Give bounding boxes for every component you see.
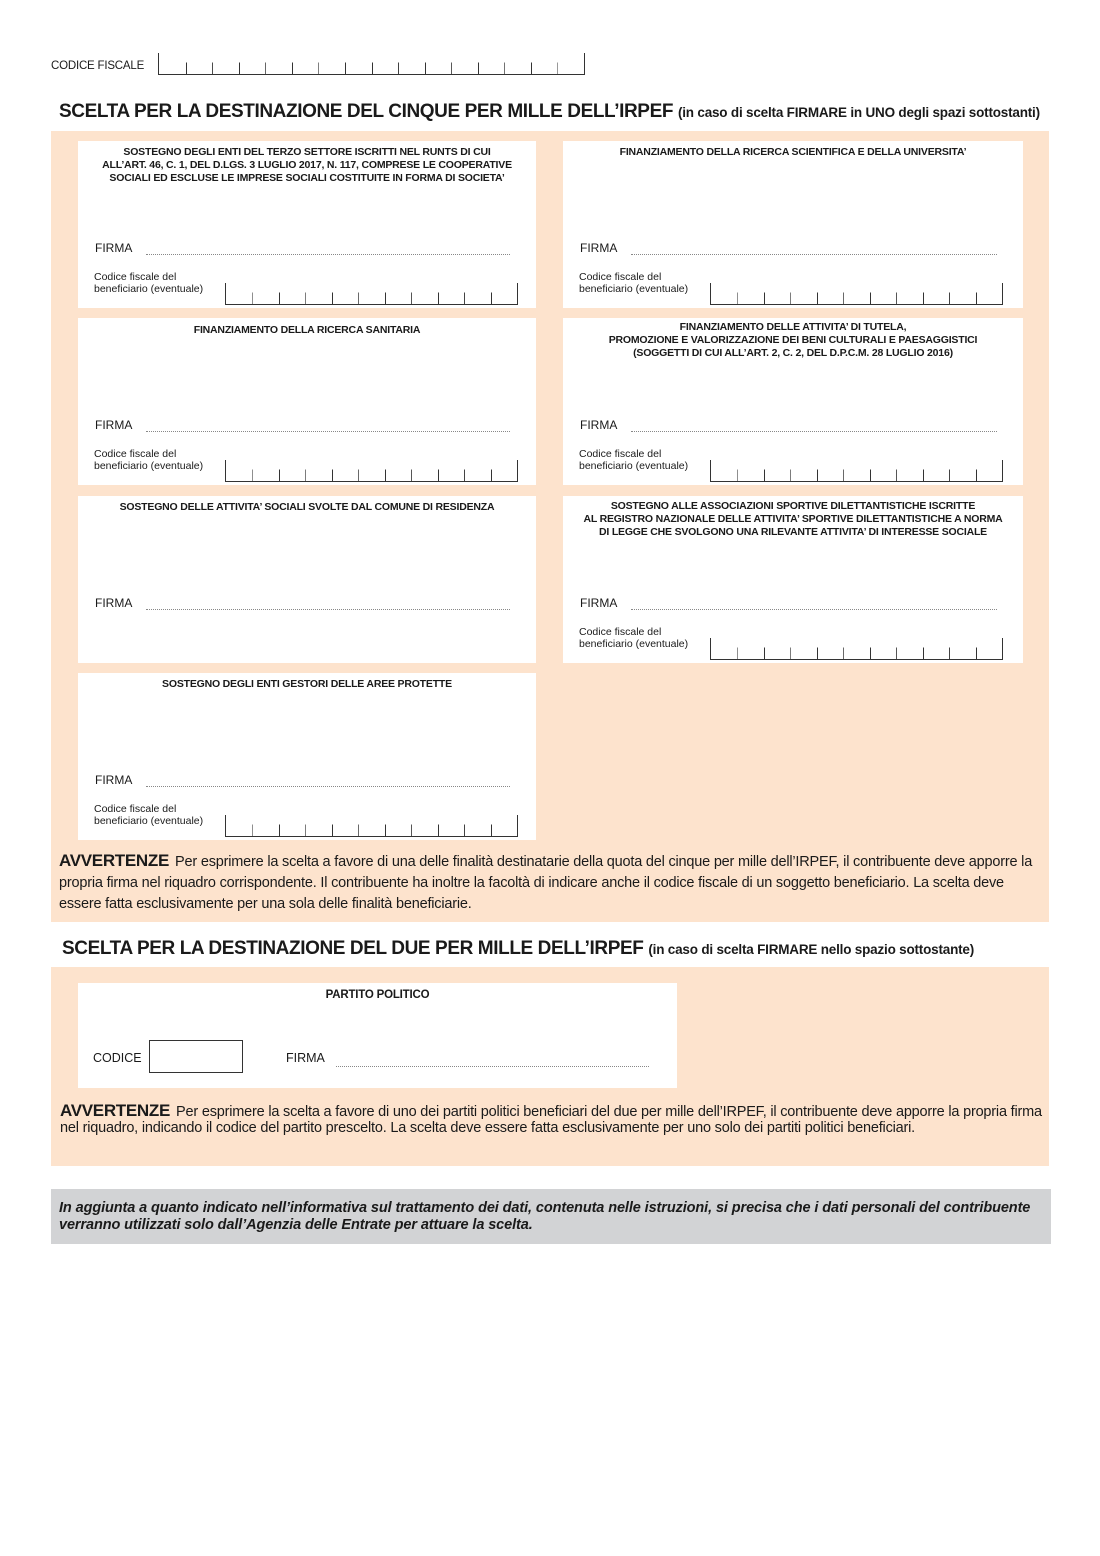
box-ricerca-sanitaria — [78, 318, 536, 485]
cf-char-cell[interactable] — [305, 815, 331, 836]
avvertenze-text: Per esprimere la scelta a favore di uno dei partiti politici beneficiari del due per mille dell’IRPEF, il contribuente deve apporre la propria firma nel riquadro, indicando il codice del partito prescelto. La scelta deve essere fatta esclusivamente per uno solo dei partiti politici beneficiari. — [60, 1104, 1042, 1136]
firma-signature-line[interactable] — [146, 609, 510, 610]
cf-char-cell[interactable] — [438, 815, 464, 836]
due-avvertenze — [60, 1103, 1042, 1136]
cf-char-cell[interactable] — [411, 460, 437, 481]
cf-char-cell[interactable] — [252, 460, 278, 481]
box-title: SOSTEGNO ALLE ASSOCIAZIONI SPORTIVE DILETTANTISTICHE ISCRITTE AL REGISTRO NAZIONALE DELLE ATTIVITA’ SPORTIVE DILETTANTISTICHE A NORMA DI LEGGE CHE SVOLGONO UNA RILEVANTE ATTIVITA’ DI INTERESSE SOCIALE — [583, 500, 1003, 538]
cf-beneficiario-input[interactable] — [225, 283, 518, 305]
firma-signature-line[interactable] — [336, 1066, 649, 1067]
avvertenze-text: Per esprimere la scelta a favore di una delle finalità destinatarie della quota del cinque per mille dell’IRPEF, il contribuente deve apporre la propria firma nel riquadro corrispondente. Il contribuente ha inoltre la facoltà di indicare anche il codice fiscale di un soggetto beneficiario. La scelta deve essere fatta esclusivamente per una sola delle finalità beneficiarie. — [59, 854, 1033, 912]
cf-char-cell[interactable] — [332, 283, 358, 304]
cf-char-cell[interactable] — [332, 460, 358, 481]
cf-beneficiario-label: Codice fiscale del beneficiario (eventuale) — [579, 271, 689, 295]
cf-char-cell[interactable] — [764, 460, 790, 481]
cf-char-cell[interactable] — [764, 283, 790, 304]
cf-char-cell[interactable] — [345, 53, 372, 74]
cf-char-cell[interactable] — [491, 283, 517, 304]
avvertenze-label: AVVERTENZE — [59, 851, 170, 870]
cf-char-cell[interactable] — [711, 283, 737, 304]
cf-char-cell[interactable] — [790, 283, 816, 304]
cf-char-cell[interactable] — [292, 53, 319, 74]
box-partito-politico — [78, 983, 677, 1088]
cf-beneficiario-label: Codice fiscale del beneficiario (eventuale) — [94, 271, 204, 295]
firma-label: FIRMA — [580, 241, 618, 255]
box-comune-residenza — [78, 496, 536, 663]
cf-char-cell[interactable] — [923, 283, 949, 304]
cinque-panel — [51, 131, 1049, 922]
cf-char-cell[interactable] — [438, 460, 464, 481]
cf-char-cell[interactable] — [504, 53, 531, 74]
firma-label: FIRMA — [95, 773, 133, 787]
cf-char-cell[interactable] — [817, 460, 843, 481]
firma-label: FIRMA — [95, 418, 133, 432]
cf-char-cell[interactable] — [491, 460, 517, 481]
box-title: FINANZIAMENTO DELLA RICERCA SANITARIA — [193, 324, 421, 336]
box-title: FINANZIAMENTO DELLE ATTIVITA’ DI TUTELA, PROMOZIONE E VALORIZZAZIONE DEI BENI CULTURALI E PAESAGGISTICI (SOGGETTI DI CUI ALL’ART. 2, C. 2, DEL D.P.C.M. 28 LUGLIO 2016) — [608, 321, 978, 359]
cf-beneficiario-input[interactable] — [710, 460, 1003, 482]
cf-char-cell[interactable] — [923, 638, 949, 659]
cf-char-cell[interactable] — [737, 460, 763, 481]
cf-char-cell[interactable] — [817, 638, 843, 659]
cf-char-cell[interactable] — [491, 815, 517, 836]
due-title: SCELTA PER LA DESTINAZIONE DEL DUE PER MILLE DELL’IRPEF — [62, 938, 644, 959]
cf-beneficiario-label: Codice fiscale del beneficiario (eventuale) — [94, 803, 204, 827]
cf-char-cell[interactable] — [843, 460, 869, 481]
cf-char-cell[interactable] — [358, 283, 384, 304]
cf-char-cell[interactable] — [226, 460, 252, 481]
cf-char-cell[interactable] — [790, 638, 816, 659]
cf-char-cell[interactable] — [212, 53, 239, 74]
cf-beneficiario-input[interactable] — [710, 638, 1003, 660]
cf-char-cell[interactable] — [226, 283, 252, 304]
cf-char-cell[interactable] — [896, 638, 922, 659]
cf-char-cell[interactable] — [464, 283, 490, 304]
firma-signature-line[interactable] — [146, 431, 510, 432]
cf-char-cell[interactable] — [385, 283, 411, 304]
avvertenze-label: AVVERTENZE — [60, 1101, 171, 1120]
cf-char-cell[interactable] — [265, 53, 292, 74]
codice-fiscale-label: CODICE FISCALE — [51, 60, 145, 72]
firma-signature-line[interactable] — [631, 609, 997, 610]
cf-char-cell[interactable] — [711, 638, 737, 659]
firma-label: FIRMA — [95, 241, 133, 255]
box-title: FINANZIAMENTO DELLA RICERCA SCIENTIFICA E DELLA UNIVERSITA’ — [619, 146, 967, 158]
cf-char-cell[interactable] — [226, 815, 252, 836]
cf-char-cell[interactable] — [372, 53, 399, 74]
firma-signature-line[interactable] — [146, 254, 510, 255]
box-beni-culturali — [563, 318, 1023, 485]
cf-char-cell[interactable] — [252, 283, 278, 304]
cf-char-cell[interactable] — [737, 638, 763, 659]
cinque-title: SCELTA PER LA DESTINAZIONE DEL CINQUE PER MILLE DELL’IRPEF — [59, 101, 674, 122]
cf-char-cell[interactable] — [385, 460, 411, 481]
cf-char-cell[interactable] — [239, 53, 266, 74]
cf-char-cell[interactable] — [737, 283, 763, 304]
cf-char-cell[interactable] — [252, 815, 278, 836]
cf-char-cell[interactable] — [711, 460, 737, 481]
cf-char-cell[interactable] — [318, 53, 345, 74]
due-section-title — [62, 938, 974, 960]
cf-char-cell[interactable] — [843, 638, 869, 659]
cf-char-cell[interactable] — [478, 53, 505, 74]
box-terzo-settore — [78, 141, 536, 308]
cf-beneficiario-input[interactable] — [225, 815, 518, 837]
cf-beneficiario-label: Codice fiscale del beneficiario (eventuale) — [579, 626, 689, 650]
box-ricerca-scientifica — [563, 141, 1023, 308]
cf-char-cell[interactable] — [976, 283, 1002, 304]
cf-char-cell[interactable] — [305, 283, 331, 304]
cf-char-cell[interactable] — [186, 53, 213, 74]
cf-char-cell[interactable] — [464, 460, 490, 481]
privacy-note-text: In aggiunta a quanto indicato nell’informativa sul trattamento dei dati, contenuta nelle istruzioni, si precisa che i dati personali del contribuente verranno utilizzati solo dall’Agenzia delle Entrate per attuare la scelta. — [59, 1200, 1031, 1233]
cinque-subtitle: (in caso di scelta FIRMARE in UNO degli spazi sottostanti) — [677, 105, 1040, 120]
cf-char-cell[interactable] — [896, 283, 922, 304]
firma-label: FIRMA — [580, 418, 618, 432]
cf-char-cell[interactable] — [279, 283, 305, 304]
cf-char-cell[interactable] — [279, 460, 305, 481]
cf-char-cell[interactable] — [411, 815, 437, 836]
privacy-note — [51, 1189, 1051, 1244]
box-title: SOSTEGNO DEGLI ENTI GESTORI DELLE AREE PROTETTE — [162, 678, 452, 690]
firma-signature-line[interactable] — [631, 254, 997, 255]
cf-char-cell[interactable] — [949, 460, 975, 481]
cf-char-cell[interactable] — [332, 815, 358, 836]
cf-char-cell[interactable] — [358, 460, 384, 481]
cf-char-cell[interactable] — [870, 460, 896, 481]
cf-char-cell[interactable] — [870, 638, 896, 659]
box-associazioni-sportive — [563, 496, 1023, 663]
box-title: SOSTEGNO DELLE ATTIVITA’ SOCIALI SVOLTE DAL COMUNE DI RESIDENZA — [119, 501, 495, 513]
cf-char-cell[interactable] — [159, 53, 186, 74]
codice-fiscale-input[interactable] — [158, 53, 585, 75]
due-subtitle: (in caso di scelta FIRMARE nello spazio sottostante) — [648, 942, 975, 957]
cf-char-cell[interactable] — [790, 460, 816, 481]
cf-char-cell[interactable] — [870, 283, 896, 304]
cf-char-cell[interactable] — [896, 460, 922, 481]
cf-char-cell[interactable] — [438, 283, 464, 304]
cf-char-cell[interactable] — [425, 53, 452, 74]
box-title: PARTITO POLITICO — [325, 989, 430, 1001]
cf-char-cell[interactable] — [949, 283, 975, 304]
box-title: SOSTEGNO DEGLI ENTI DEL TERZO SETTORE ISCRITTI NEL RUNTS DI CUI ALL’ART. 46, C. 1, DEL D.LGS. 3 LUGLIO 2017, N. 117, COMPRESE LE COOPERATIVE SOCIALI ED ESCLUSE LE IMPRESE SOCIALI COSTITUITE IN FORMA DI SOCIETA’ — [102, 146, 512, 184]
firma-signature-line[interactable] — [146, 786, 510, 787]
cf-char-cell[interactable] — [451, 53, 478, 74]
cf-char-cell[interactable] — [817, 283, 843, 304]
box-aree-protette — [78, 673, 536, 840]
cf-char-cell[interactable] — [385, 815, 411, 836]
cf-beneficiario-input[interactable] — [225, 460, 518, 482]
codice-label: CODICE — [93, 1051, 142, 1065]
cinque-section-title — [59, 101, 1040, 123]
cf-char-cell[interactable] — [764, 638, 790, 659]
codice-partito-input[interactable] — [149, 1040, 243, 1073]
cf-beneficiario-input[interactable] — [710, 283, 1003, 305]
cf-char-cell[interactable] — [976, 460, 1002, 481]
firma-label: FIRMA — [286, 1051, 325, 1065]
cf-char-cell[interactable] — [464, 815, 490, 836]
cf-char-cell[interactable] — [843, 283, 869, 304]
cf-char-cell[interactable] — [411, 283, 437, 304]
cinque-avvertenze — [59, 850, 1041, 915]
cf-char-cell[interactable] — [358, 815, 384, 836]
cf-char-cell[interactable] — [949, 638, 975, 659]
cf-char-cell[interactable] — [305, 460, 331, 481]
cf-char-cell[interactable] — [976, 638, 1002, 659]
cf-beneficiario-label: Codice fiscale del beneficiario (eventuale) — [579, 448, 689, 472]
firma-label: FIRMA — [95, 596, 133, 610]
cf-char-cell[interactable] — [531, 53, 558, 74]
due-panel — [51, 967, 1049, 1166]
firma-signature-line[interactable] — [631, 431, 997, 432]
cf-char-cell[interactable] — [923, 460, 949, 481]
cf-char-cell[interactable] — [398, 53, 425, 74]
cf-char-cell[interactable] — [279, 815, 305, 836]
cf-char-cell[interactable] — [557, 53, 584, 74]
cf-beneficiario-label: Codice fiscale del beneficiario (eventuale) — [94, 448, 204, 472]
firma-label: FIRMA — [580, 596, 618, 610]
